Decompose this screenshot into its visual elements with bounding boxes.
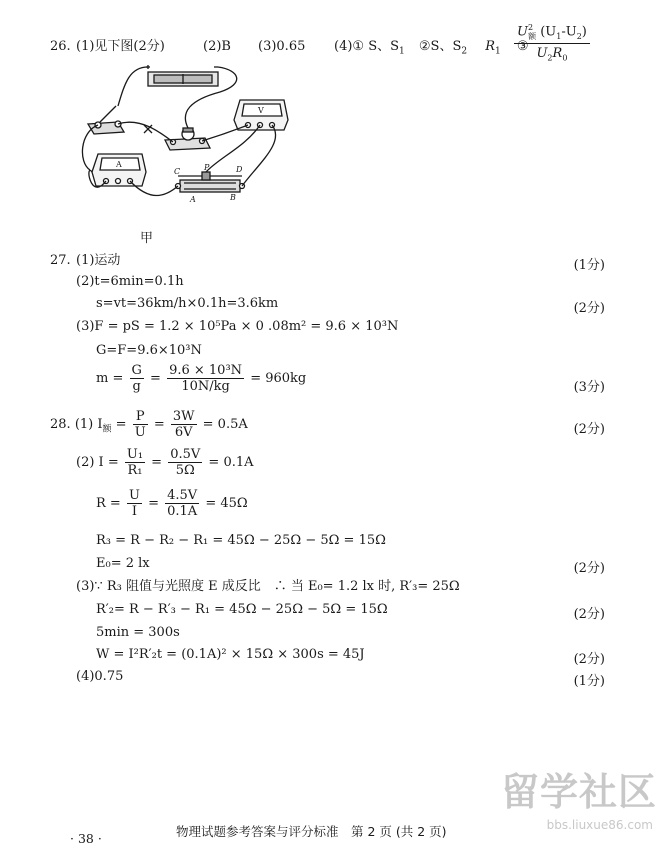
figure-label: 甲	[140, 231, 154, 246]
q27-score1: (1分)	[573, 258, 605, 273]
terminal-p-label: P	[204, 163, 210, 172]
q27-line5: G=F=9.6×10³N	[96, 343, 202, 358]
watermark-url: bbs.liuxue86.com	[546, 818, 653, 832]
q26-part1: (1)见下图(2分)	[76, 39, 165, 54]
lamp-icon	[165, 128, 210, 150]
svg-text:A: A	[116, 160, 122, 169]
q28-line2: (2) I = $\frac{\text{U₁}}{\text{R₁}}$ = $\frac{0.5V}{5\Omega}$ = 0.1A	[76, 447, 254, 478]
voltmeter-icon	[234, 100, 288, 130]
q27-number: 27.	[50, 253, 71, 268]
terminal-d-label: D	[236, 165, 243, 174]
q28-line6: (3)∵ R₃ 阻值与光照度 E 成反比 ∴ 当 E₀= 1.2 lx 时, R′₃= 25Ω	[76, 579, 460, 594]
q28-score7: (2分)	[573, 607, 605, 622]
q28-line7: R′₂= R − R′₃ − R₁ = 45Ω − 25Ω − 5Ω = 15Ω	[96, 602, 388, 617]
q28-line9: W = I²R′₂t = (0.1A)² × 15Ω × 300s = 45J	[96, 647, 365, 662]
q27-score3: (2分)	[573, 301, 605, 316]
terminal-b-label: B	[230, 193, 236, 202]
q26-part2: (2)B	[203, 39, 231, 54]
q28-line10: (4)0.75	[76, 669, 124, 684]
svg-text:V: V	[258, 106, 264, 115]
footer-title: 物理试题参考答案与评分标准 第 2 页 (共 2 页)	[176, 824, 447, 839]
q26-number: 26.	[50, 39, 71, 54]
q27-line1: (1)运动	[76, 253, 121, 268]
q26-formula: $U^2_额$ $(U_1-U_2)$ $U_2R_0$	[514, 24, 590, 63]
q27-line2: (2)t=6min=0.1h	[76, 274, 184, 289]
q27-line3: s=vt=36km/h×0.1h=3.6km	[96, 296, 279, 311]
q27-line4: (3)F = pS = 1.2 × 10⁵Pa × 0 .08m² = 9.6 × 10³N	[76, 319, 399, 334]
q28-line1: 28. (1) $I_额$ = $\frac{P}{U}$ = $\frac{3W}{6V}$ = 0.5A	[50, 409, 248, 440]
q28-score10: (1分)	[573, 674, 605, 689]
q26-part3: (3)0.65	[258, 39, 306, 54]
rheostat-icon	[176, 172, 245, 192]
ammeter-icon	[92, 154, 146, 186]
page-number: · 38 ·	[70, 831, 102, 846]
terminal-a-label: A	[190, 195, 196, 204]
q26-part4: (4)① S、$S_1$ ②S、$S_2$ $R_1$ ③	[334, 39, 529, 57]
terminal-c-label: C	[174, 167, 181, 176]
q28-line5: E₀= 2 lx	[96, 556, 150, 571]
q28-line4: R₃ = R − R₂ − R₁ = 45Ω − 25Ω − 5Ω = 15Ω	[96, 533, 386, 548]
circuit-diagram	[70, 62, 300, 224]
q27-line6: m = $\frac{G}{g}$ = $\frac{\text{9.6 × 10³N}}{10N/kg}$ = 960kg	[96, 363, 307, 394]
q28-score9: (2分)	[573, 652, 605, 667]
q27-score6: (3分)	[573, 380, 605, 395]
battery-icon	[146, 65, 218, 86]
q28-score1: (2分)	[573, 422, 605, 437]
watermark-logo: 留学社区	[500, 770, 657, 814]
q28-score5: (2分)	[573, 561, 605, 576]
switch-icon	[88, 106, 124, 134]
q28-line8: 5min = 300s	[96, 625, 180, 640]
q28-line3: R = $\frac{U}{I}$ = $\frac{4.5V}{0.1A}$ = 45Ω	[96, 488, 248, 519]
